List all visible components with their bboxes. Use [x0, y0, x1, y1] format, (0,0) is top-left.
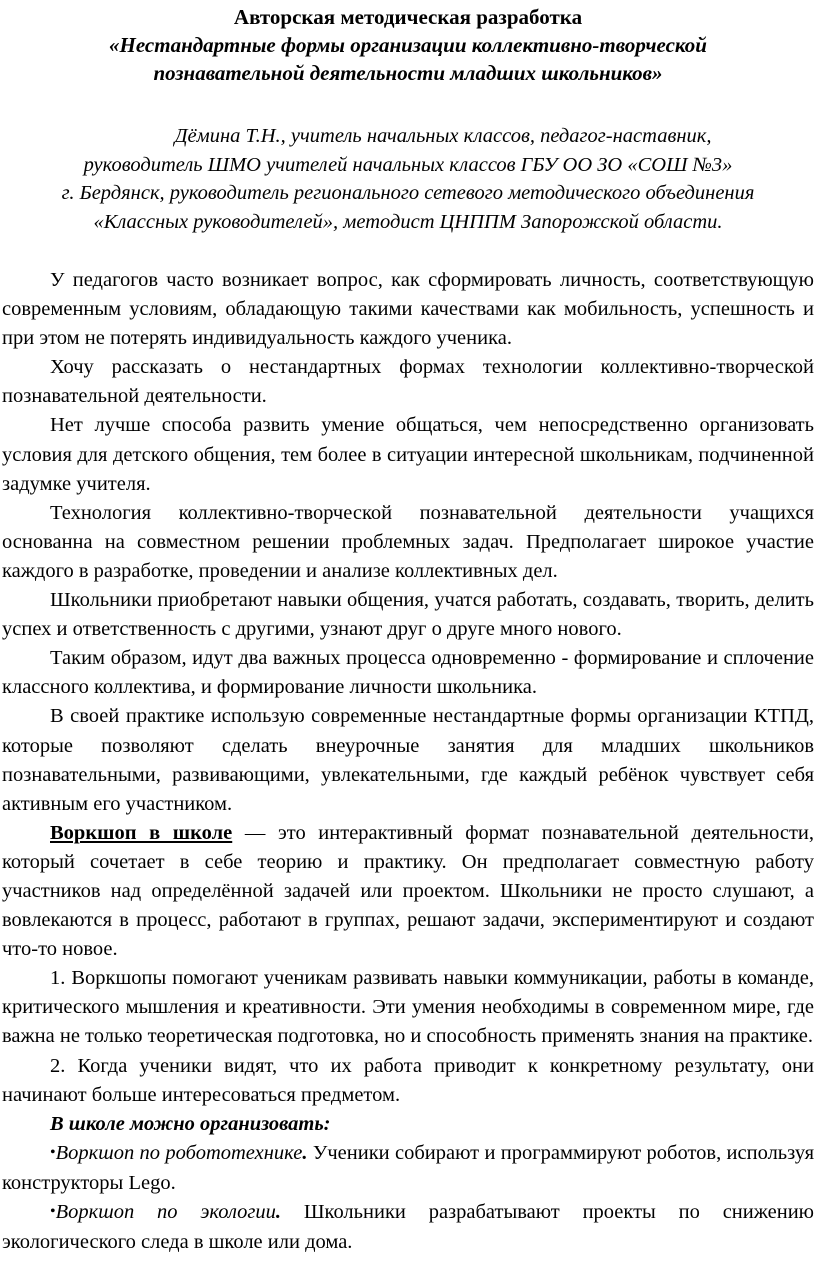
bullet-icon: •	[50, 1203, 56, 1220]
author-line-3: г. Бердянск, руководитель регионального сетевого методического объединения	[61, 182, 755, 204]
list-item-term-dot: .	[275, 1201, 282, 1223]
author-line-4: «Классных руководителей», методист ЦНППМ Запорожской области.	[93, 210, 723, 233]
document-subtitle-line-2: познавательной деятельности младших школьников»	[153, 61, 663, 85]
paragraph-2: Хочу рассказать о нестандартных формах технологии коллективно-творческой познавательной деятельности.	[2, 356, 814, 408]
paragraph-9: 1. Воркшопы помогают ученикам развивать навыки коммуникации, работы в команде, критического мышления и креативности. Эти умения необходимы в современном мире, где важна не только теоретическая подготовка, но и способность применять знания на практике.	[2, 967, 814, 1048]
list-item-text: Школьники разрабатывают проекты по снижению экологического следа в школе или дома.	[2, 1201, 814, 1254]
paragraph-8	[2, 819, 814, 964]
list-item-text: Ученики собирают и программируют роботов, используя конструкторы Lego.	[2, 1141, 814, 1194]
workshop-term: Воркшоп в школе	[50, 821, 233, 844]
paragraph-3: Нет лучше способа развить умение общаться, чем непосредственно организовать условия для детского общения, тем более в ситуации интересной школьникам, подчиненной задумке учителя.	[2, 414, 814, 495]
author-block	[2, 122, 814, 236]
paragraph-6: Таким образом, идут два важных процесса одновременно - формирование и сплочение классного коллектива, и формирование личности школьника.	[2, 647, 814, 699]
list-item-term: Воркшоп по экологии	[55, 1201, 276, 1223]
paragraph-7: В своей практике использую современные нестандартные формы организации КТПД, которые позволяют сделать внеурочные занятия для младших школьников познавательными, развивающими, увлекательными, где каждый ребёнок чувствует себя активным его участником.	[2, 705, 814, 815]
list-heading: В школе можно организовать:	[50, 1112, 331, 1135]
list-item-term: Воркшоп по робототехнике	[55, 1141, 303, 1164]
paragraph-5: Школьники приобретают навыки общения, учатся работать, создавать, творить, делить успех и ответственность с другими, узнают друг о друге много нового.	[2, 589, 814, 641]
paragraph-4: Технология коллективно-творческой познавательной деятельности учащихся основанна на совместном решении проблемных задач. Предполагает широкое участие каждого в разработке, проведении и анализе коллективных дел.	[2, 501, 814, 582]
author-line-1: Дёмина Т.Н., учитель начальных классов, педагог-наставник,	[174, 125, 712, 147]
list-item-robotics	[2, 1139, 814, 1198]
document-subtitle-line-1: «Нестандартные формы организации коллективно-творческой	[109, 33, 707, 57]
document-title: Авторская методическая разработка	[233, 5, 583, 29]
list-item-term-dot: .	[302, 1141, 308, 1164]
author-line-2: руководитель ШМО учителей начальных классов ГБУ ОО ЗО «СОШ №3»	[83, 153, 733, 176]
workshop-definition: — это интерактивный формат познавательной деятельности, который сочетает в себе теорию и практику. Он предполагает совместную работу участников над определённой задачей или проектом. Школьники не просто слушают, а вовлекаются в процесс, работают в группах, решают задачи, экспериментируют и создают что-то новое.	[2, 821, 814, 961]
bullet-icon: •	[50, 1143, 56, 1161]
list-item-ecology	[2, 1198, 814, 1257]
paragraph-1: У педагогов часто возникает вопрос, как сформировать личность, соответствующую современным условиям, обладающую такими качествами как мобильность, успешность и при этом не потерять индивидуальность каждого ученика.	[2, 269, 814, 350]
document-body	[2, 266, 814, 1257]
paragraph-10: 2. Когда ученики видят, что их работа приводит к конкретному результату, они начинают больше интересоваться предметом.	[2, 1054, 814, 1106]
